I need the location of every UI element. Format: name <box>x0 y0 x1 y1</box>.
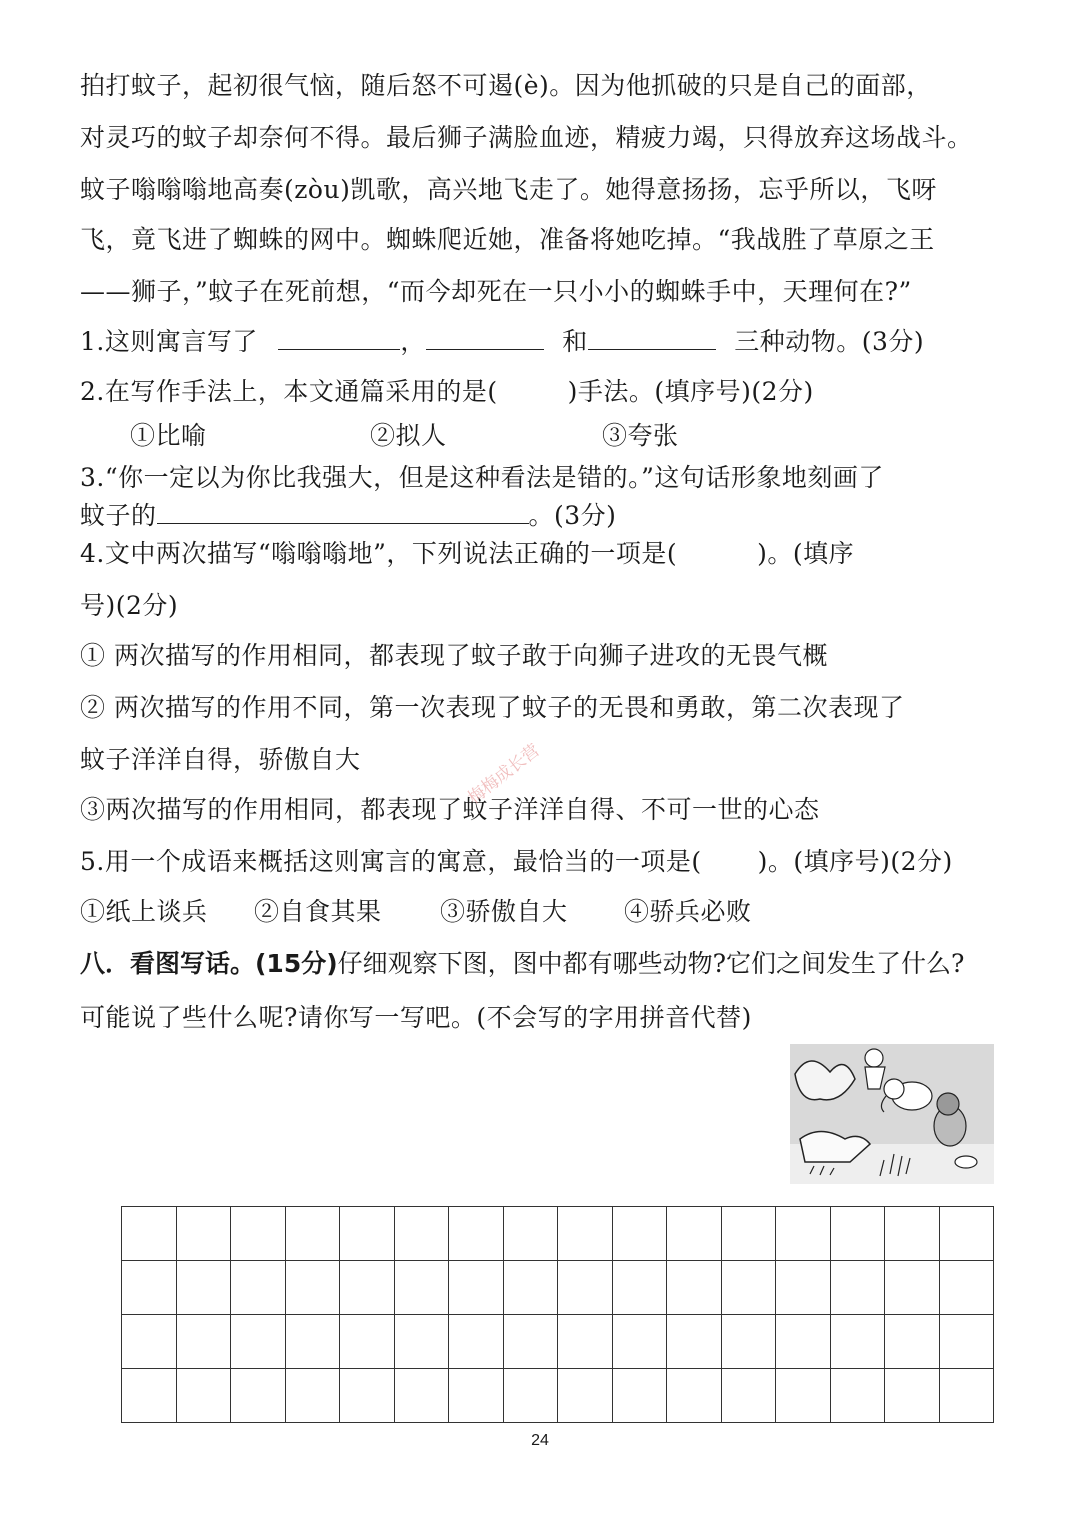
grid-cell[interactable] <box>721 1261 776 1315</box>
passage-line-3: 蚊子嗡嗡嗡地高奏(zòu)凯歌，高兴地飞走了。她得意扬扬，忘乎所以，飞呀 <box>80 175 937 204</box>
grid-cell[interactable] <box>939 1315 994 1369</box>
grid-cell[interactable] <box>503 1207 558 1261</box>
grid-cell[interactable] <box>830 1207 885 1261</box>
q1-blank-1[interactable] <box>278 327 400 350</box>
grid-cell[interactable] <box>340 1369 395 1423</box>
passage-line-5: ——狮子，”蚊子在死前想，“而今却死在一只小小的蜘蛛手中，天理何在?” <box>80 277 912 306</box>
grid-cell[interactable] <box>558 1261 613 1315</box>
question-4 <box>80 534 854 570</box>
grid-row <box>122 1207 994 1261</box>
grid-cell[interactable] <box>394 1207 449 1261</box>
section-8-title: 八．看图写话。(15分) <box>80 949 338 978</box>
grid-cell[interactable] <box>612 1261 667 1315</box>
grid-cell[interactable] <box>231 1261 286 1315</box>
q4-prefix: 4.文中两次描写“嗡嗡嗡地”，下列说法正确的一项是( <box>80 539 678 568</box>
grid-cell[interactable] <box>176 1207 231 1261</box>
q1-comma: ， <box>400 327 426 356</box>
q3-prefix: 蚊子的 <box>80 501 157 530</box>
grid-cell[interactable] <box>667 1369 722 1423</box>
q1-prefix: 1.这则寓言写了 <box>80 327 258 356</box>
grid-cell[interactable] <box>830 1315 885 1369</box>
grid-cell[interactable] <box>231 1369 286 1423</box>
q5-options <box>80 892 752 928</box>
grid-cell[interactable] <box>285 1207 340 1261</box>
grid-cell[interactable] <box>449 1261 504 1315</box>
q5-option-1: ①纸上谈兵 <box>80 897 208 926</box>
grid-cell[interactable] <box>122 1369 177 1423</box>
grid-cell[interactable] <box>449 1207 504 1261</box>
grid-cell[interactable] <box>394 1261 449 1315</box>
grid-cell[interactable] <box>830 1369 885 1423</box>
q2-options <box>130 416 679 452</box>
grid-cell[interactable] <box>340 1315 395 1369</box>
q4-option-2-cont: 蚊子洋洋自得，骄傲自大 <box>80 745 361 774</box>
grid-cell[interactable] <box>939 1207 994 1261</box>
question-4-line-2: 号)(2分) <box>80 591 179 620</box>
passage-line-1: 拍打蚊子，起初很气恼，随后怒不可遏(è)。因为他抓破的只是自己的面部， <box>80 71 932 100</box>
grid-cell[interactable] <box>176 1369 231 1423</box>
grid-cell[interactable] <box>885 1369 940 1423</box>
grid-cell[interactable] <box>503 1369 558 1423</box>
grid-cell[interactable] <box>776 1261 831 1315</box>
grid-cell[interactable] <box>231 1207 286 1261</box>
grid-cell[interactable] <box>776 1207 831 1261</box>
grid-cell[interactable] <box>122 1261 177 1315</box>
writing-grid <box>121 1206 994 1423</box>
grid-cell[interactable] <box>830 1261 885 1315</box>
q1-blank-3[interactable] <box>588 327 716 350</box>
q1-blank-2[interactable] <box>426 327 544 350</box>
q5-suffix: )。(填序号)(2分) <box>757 847 953 876</box>
question-5 <box>80 842 953 878</box>
grid-cell[interactable] <box>340 1207 395 1261</box>
section-8-instruction: 仔细观察下图，图中都有哪些动物?它们之间发生了什么? <box>337 949 965 978</box>
grid-cell[interactable] <box>667 1207 722 1261</box>
watermark: 梅梅成长营 <box>464 740 544 809</box>
question-1 <box>80 322 924 358</box>
grid-cell[interactable] <box>176 1315 231 1369</box>
grid-cell[interactable] <box>885 1261 940 1315</box>
grid-cell[interactable] <box>558 1369 613 1423</box>
question-3-line-1: 3.“你一定以为你比我强大，但是这种看法是错的。”这句话形象地刻画了 <box>80 463 884 492</box>
grid-cell[interactable] <box>122 1207 177 1261</box>
page-number: 24 <box>531 1432 549 1449</box>
grid-cell[interactable] <box>176 1261 231 1315</box>
q2-prefix: 2.在写作手法上，本文通篇采用的是( <box>80 377 498 406</box>
grid-cell[interactable] <box>612 1369 667 1423</box>
q2-option-2: ②拟人 <box>370 421 447 450</box>
passage-line-4: 飞，竟飞进了蜘蛛的网中。蜘蛛爬近她，准备将她吃掉。“我战胜了草原之王 <box>80 225 935 254</box>
q2-suffix: )手法。(填序号)(2分) <box>567 377 814 406</box>
grid-cell[interactable] <box>721 1369 776 1423</box>
grid-cell[interactable] <box>231 1315 286 1369</box>
grid-cell[interactable] <box>340 1261 395 1315</box>
q4-option-3: ③两次描写的作用相同，都表现了蚊子洋洋自得、不可一世的心态 <box>80 795 820 824</box>
q1-and: 和 <box>562 327 588 356</box>
grid-cell[interactable] <box>394 1369 449 1423</box>
grid-cell[interactable] <box>503 1261 558 1315</box>
question-3-line-2 <box>80 496 616 532</box>
q1-suffix: 三种动物。(3分) <box>734 327 925 356</box>
grid-row <box>122 1261 994 1315</box>
grid-cell[interactable] <box>667 1315 722 1369</box>
q2-option-1: ①比喻 <box>130 421 207 450</box>
q2-option-3: ③夸张 <box>602 421 679 450</box>
q3-blank[interactable] <box>157 501 529 524</box>
grid-cell[interactable] <box>558 1207 613 1261</box>
grid-cell[interactable] <box>285 1369 340 1423</box>
grid-cell[interactable] <box>939 1261 994 1315</box>
q4-option-1: ① 两次描写的作用相同，都表现了蚊子敢于向狮子进攻的无畏气概 <box>80 641 828 670</box>
grid-cell[interactable] <box>776 1369 831 1423</box>
grid-cell[interactable] <box>885 1315 940 1369</box>
grid-cell[interactable] <box>885 1207 940 1261</box>
grid-cell[interactable] <box>721 1207 776 1261</box>
q3-suffix: 。(3分) <box>528 501 617 530</box>
q4-suffix: )。(填序 <box>757 539 855 568</box>
section-8-instruction-2: 可能说了些什么呢?请你写一写吧。(不会写的字用拼音代替) <box>80 1003 752 1032</box>
question-2 <box>80 372 814 408</box>
q4-option-2: ② 两次描写的作用不同，第一次表现了蚊子的无畏和勇敢，第二次表现了 <box>80 693 905 722</box>
grid-row <box>122 1315 994 1369</box>
grid-cell[interactable] <box>939 1369 994 1423</box>
q5-option-4: ④骄兵必败 <box>624 897 752 926</box>
grid-cell[interactable] <box>721 1315 776 1369</box>
grid-cell[interactable] <box>667 1261 722 1315</box>
passage-line-2: 对灵巧的蚊子却奈何不得。最后狮子满脸血迹，精疲力竭，只得放弃这场战斗。 <box>80 123 973 152</box>
grid-cell[interactable] <box>449 1369 504 1423</box>
animal-illustration <box>790 1044 994 1184</box>
q5-option-3: ③骄傲自大 <box>440 897 568 926</box>
section-8-heading <box>80 944 964 980</box>
grid-cell[interactable] <box>285 1261 340 1315</box>
grid-cell[interactable] <box>612 1315 667 1369</box>
grid-cell[interactable] <box>122 1315 177 1369</box>
grid-cell[interactable] <box>558 1315 613 1369</box>
grid-cell[interactable] <box>776 1315 831 1369</box>
grid-cell[interactable] <box>449 1315 504 1369</box>
grid-cell[interactable] <box>394 1315 449 1369</box>
grid-cell[interactable] <box>285 1315 340 1369</box>
q5-option-2: ②自食其果 <box>254 897 382 926</box>
grid-cell[interactable] <box>503 1315 558 1369</box>
grid-cell[interactable] <box>612 1207 667 1261</box>
grid-row <box>122 1369 994 1423</box>
q5-prefix: 5.用一个成语来概括这则寓言的寓意，最恰当的一项是( <box>80 847 702 876</box>
